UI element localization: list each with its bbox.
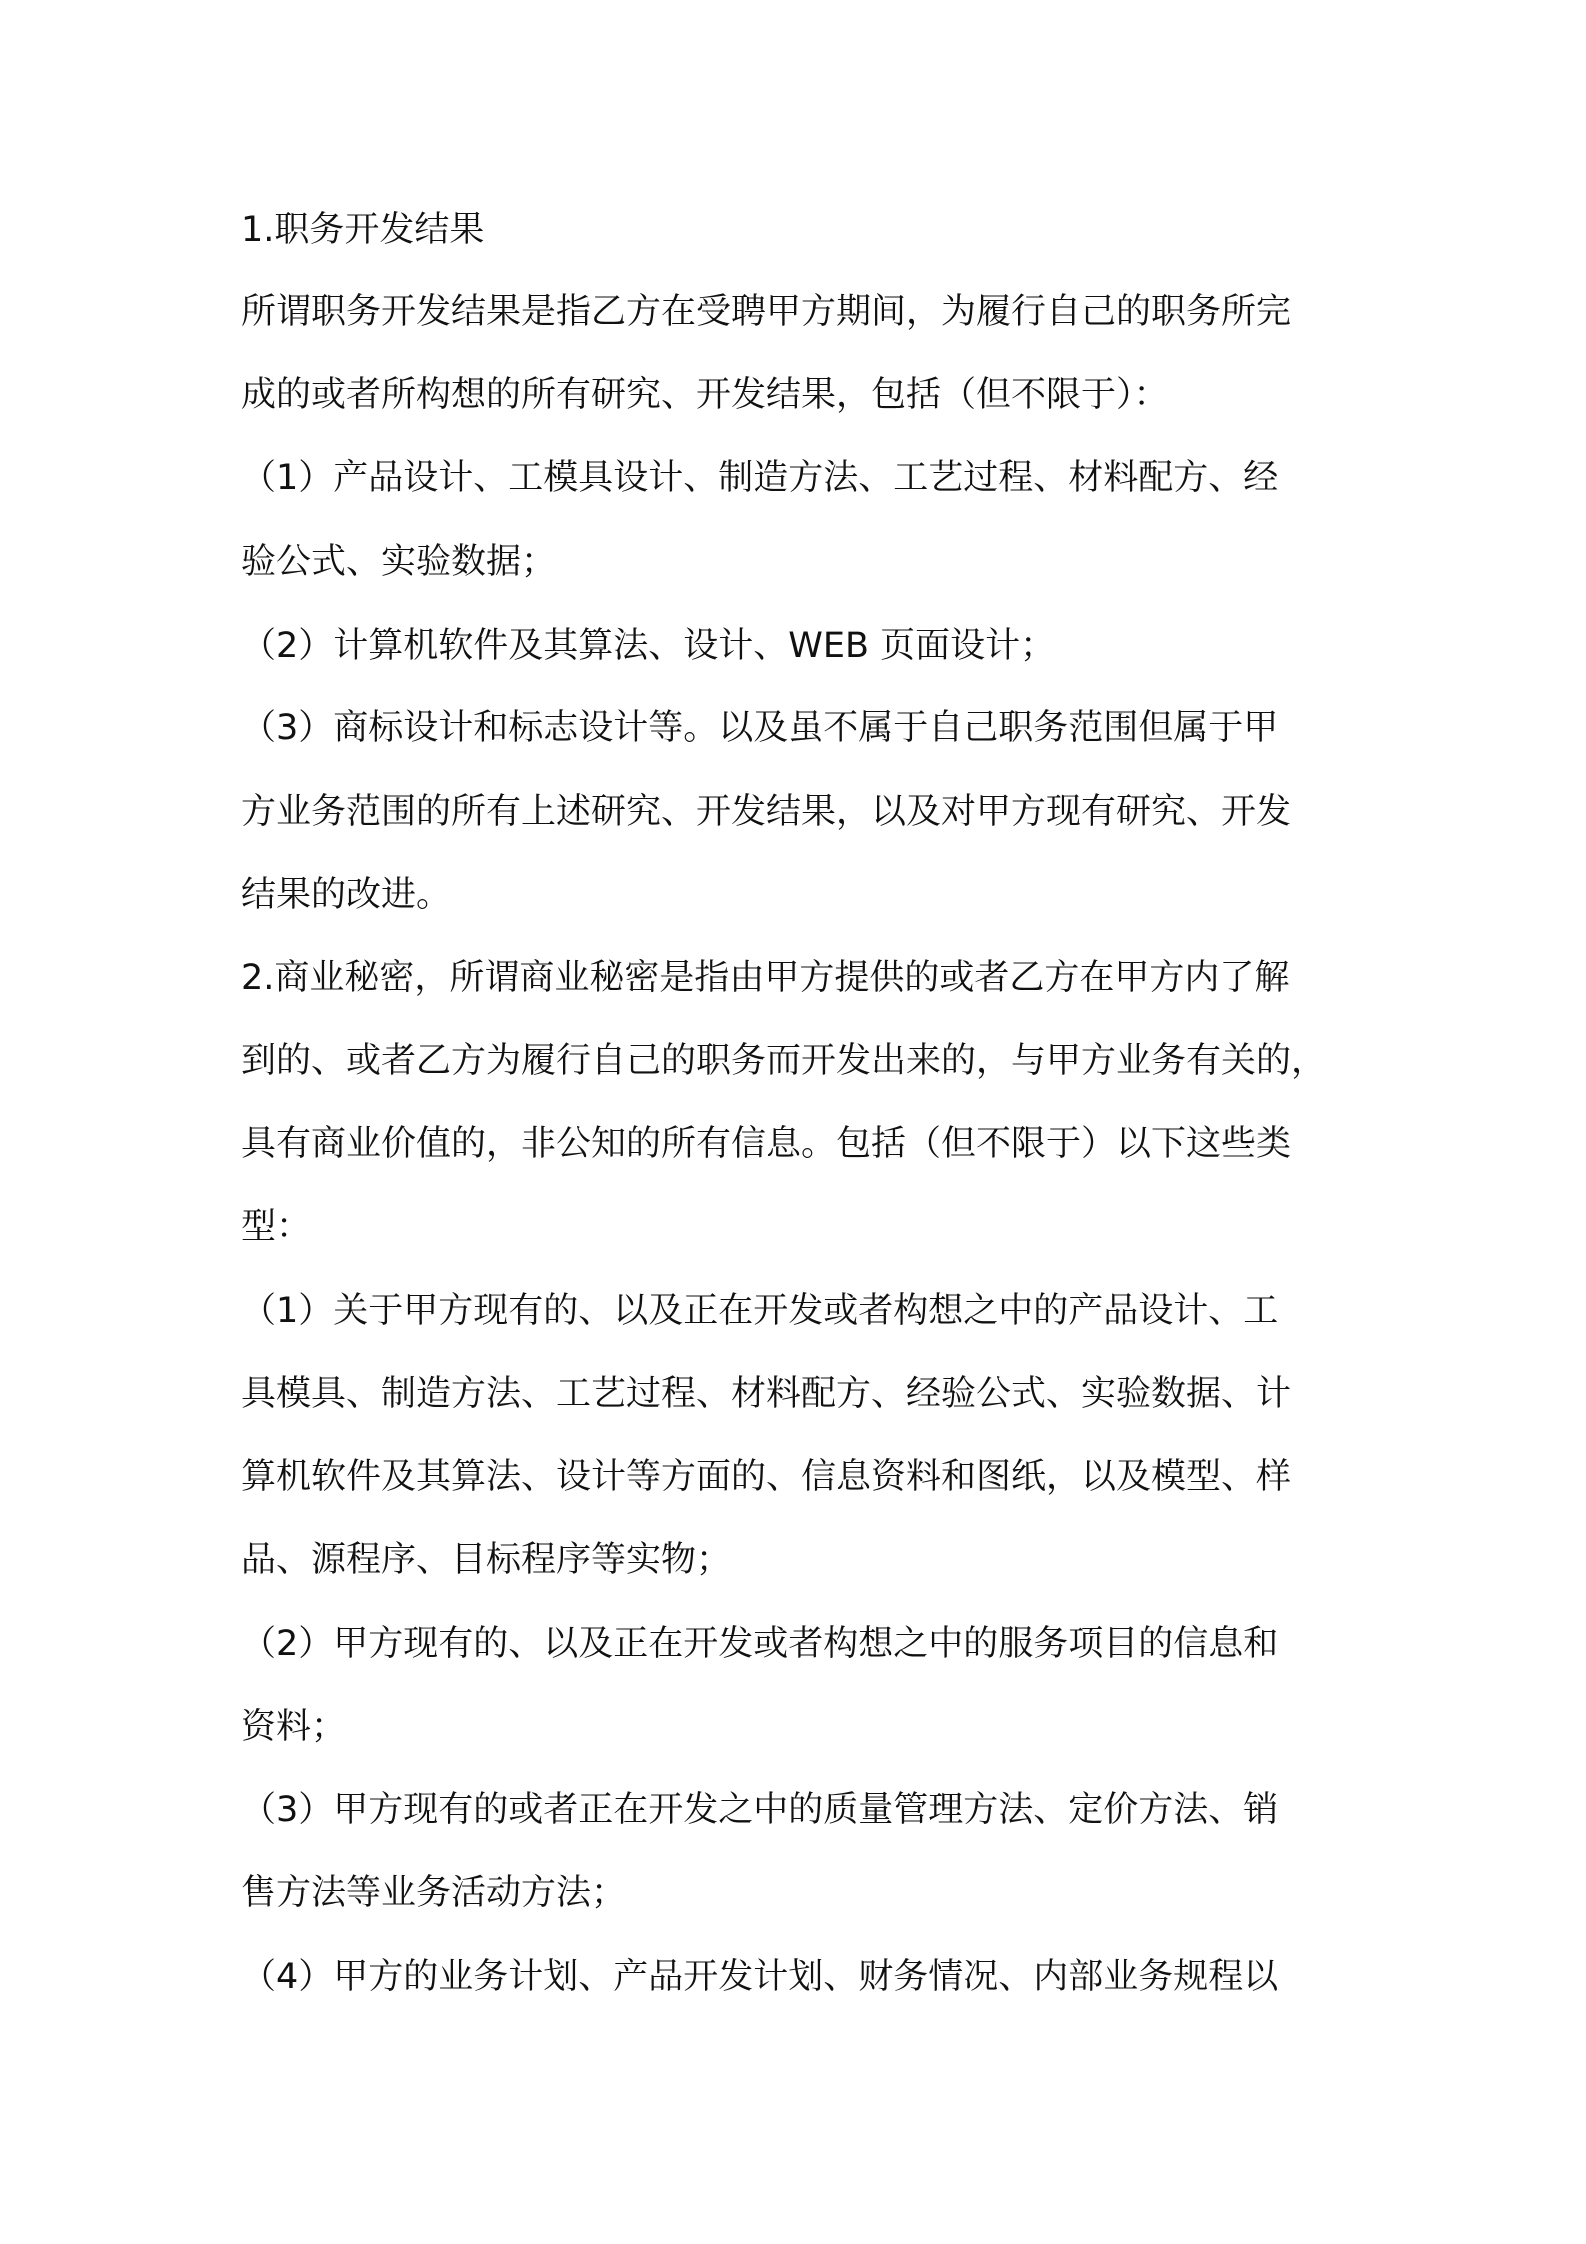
list-item-line: （2）甲方现有的、以及正在开发或者构想之中的服务项目的信息和 bbox=[241, 1624, 1279, 1664]
list-item-line: （3）商标设计和标志设计等。以及虽不属于自己职务范围但属于甲 bbox=[241, 708, 1279, 748]
list-item-line: （2）计算机软件及其算法、设计、WEB 页面设计； bbox=[241, 626, 1056, 666]
list-item-line: 资料； bbox=[241, 1707, 347, 1747]
list-item-line: （3）甲方现有的或者正在开发之中的质量管理方法、定价方法、销 bbox=[241, 1790, 1279, 1830]
paragraph-line: 所谓职务开发结果是指乙方在受聘甲方期间，为履行自己的职务所完 bbox=[241, 292, 1292, 332]
paragraph-line: 成的或者所构想的所有研究、开发结果，包括（但不限于）： bbox=[241, 375, 1169, 415]
list-item-line: 具模具、制造方法、工艺过程、材料配方、经验公式、实验数据、计 bbox=[241, 1374, 1292, 1414]
paragraph-line: 到的、或者乙方为履行自己的职务而开发出来的，与甲方业务有关的， bbox=[241, 1041, 1327, 1081]
list-item-line: 结果的改进。 bbox=[241, 875, 452, 915]
list-item-line: 算机软件及其算法、设计等方面的、信息资料和图纸，以及模型、样 bbox=[241, 1457, 1292, 1497]
section-2-heading: 2.商业秘密，所谓商业秘密是指由甲方提供的或者乙方在甲方内了解 bbox=[241, 958, 1290, 998]
list-item-line: 方业务范围的所有上述研究、开发结果，以及对甲方现有研究、开发 bbox=[241, 792, 1292, 832]
list-item-line: （1）产品设计、工模具设计、制造方法、工艺过程、材料配方、经 bbox=[241, 458, 1279, 498]
paragraph-line: 型： bbox=[241, 1207, 312, 1247]
list-item-line: （4）甲方的业务计划、产品开发计划、财务情况、内部业务规程以 bbox=[241, 1957, 1279, 1997]
list-item-line: 售方法等业务活动方法； bbox=[241, 1873, 627, 1913]
list-item-line: 验公式、实验数据； bbox=[241, 542, 557, 582]
list-item-line: 品、源程序、目标程序等实物； bbox=[241, 1540, 732, 1580]
list-item-line: （1）关于甲方现有的、以及正在开发或者构想之中的产品设计、工 bbox=[241, 1291, 1279, 1331]
section-1-heading: 1.职务开发结果 bbox=[241, 210, 485, 250]
paragraph-line: 具有商业价值的，非公知的所有信息。包括（但不限于）以下这些类 bbox=[241, 1124, 1292, 1164]
